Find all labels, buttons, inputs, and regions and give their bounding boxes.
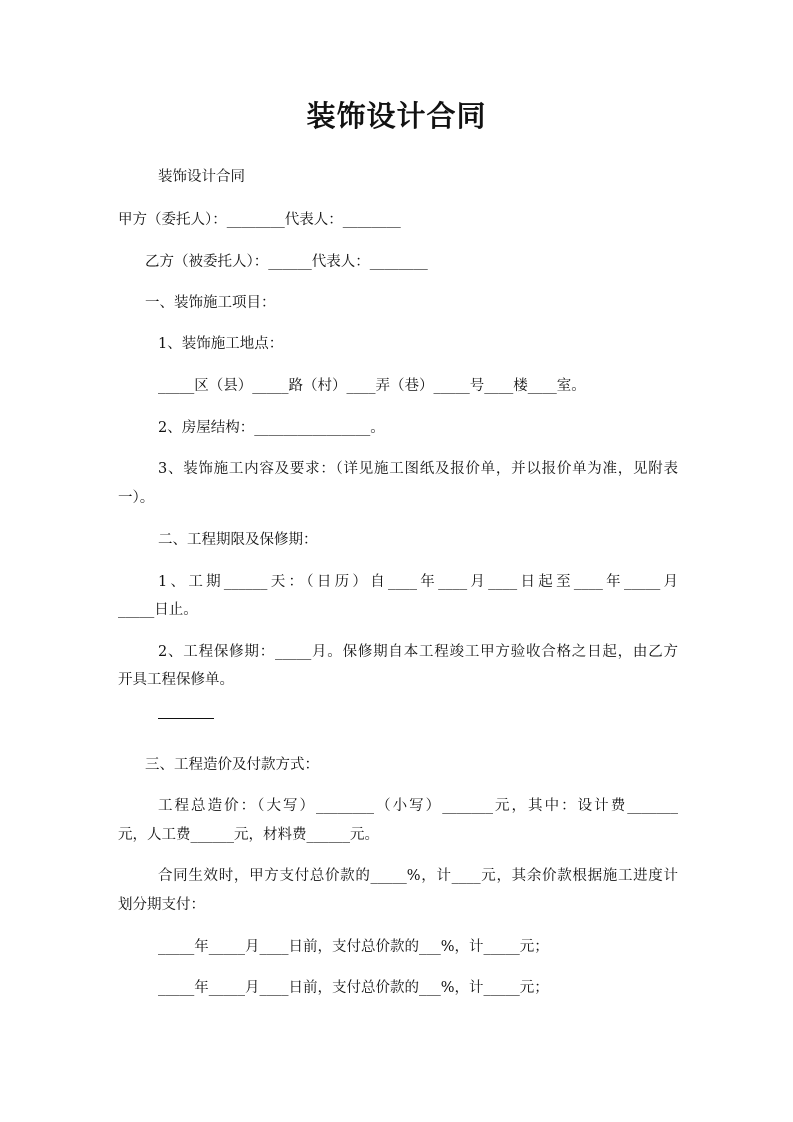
blank-rule: [158, 718, 214, 719]
clause-2-1: 1、工期______天：（日历）自____年____月____日起至____年_____月: [158, 574, 678, 590]
installment-line-2: _____年_____月____日前，支付总价款的___%，计_____元；: [158, 980, 549, 996]
clause-3-payment: 合同生效时，甲方支付总价款的_____%，计____元，其余价款根据施工进度计: [158, 868, 678, 884]
clause-3-total: 工程总造价：（大写）________（小写）_______元，其中：设计费_______: [158, 798, 678, 814]
section-heading-3: 三、工程造价及付款方式：: [145, 757, 319, 773]
clause-2-1-cont: _____日止。: [118, 602, 198, 618]
clause-2-2: 2、工程保修期：_____月。保修期自本工程竣工甲方验收合格之日起，由乙方: [158, 644, 678, 660]
clause-1-1: 1、装饰施工地点：: [158, 336, 284, 352]
clause-1-3: 3、装饰施工内容及要求：（详见施工图纸及报价单，并以报价单为准，见附表: [158, 461, 678, 477]
party-a-line: 甲方（委托人）：________代表人：________: [118, 212, 401, 228]
section-heading-1: 一、装饰施工项目：: [145, 295, 276, 311]
clause-2-2-cont: 开具工程保修单。: [118, 672, 234, 688]
clause-3-total-cont: 元，人工费______元，材料费______元。: [118, 827, 379, 843]
clause-1-3-cont: 一）。: [118, 490, 155, 506]
section-heading-2: 二、工程期限及保修期：: [158, 532, 318, 548]
clause-1-2: 2、房屋结构：________________。: [158, 420, 385, 436]
clause-3-payment-cont: 划分期支付：: [118, 897, 205, 913]
party-b-line: 乙方（被委托人）：______代表人：________: [145, 254, 428, 270]
subtitle-line: 装饰设计合同: [158, 169, 245, 185]
address-line: _____区（县）_____路（村）____弄（巷）_____号____楼____室。: [158, 378, 586, 394]
document-title: 装饰设计合同: [306, 99, 487, 133]
installment-line-1: _____年_____月____日前，支付总价款的___%，计_____元；: [158, 939, 549, 955]
